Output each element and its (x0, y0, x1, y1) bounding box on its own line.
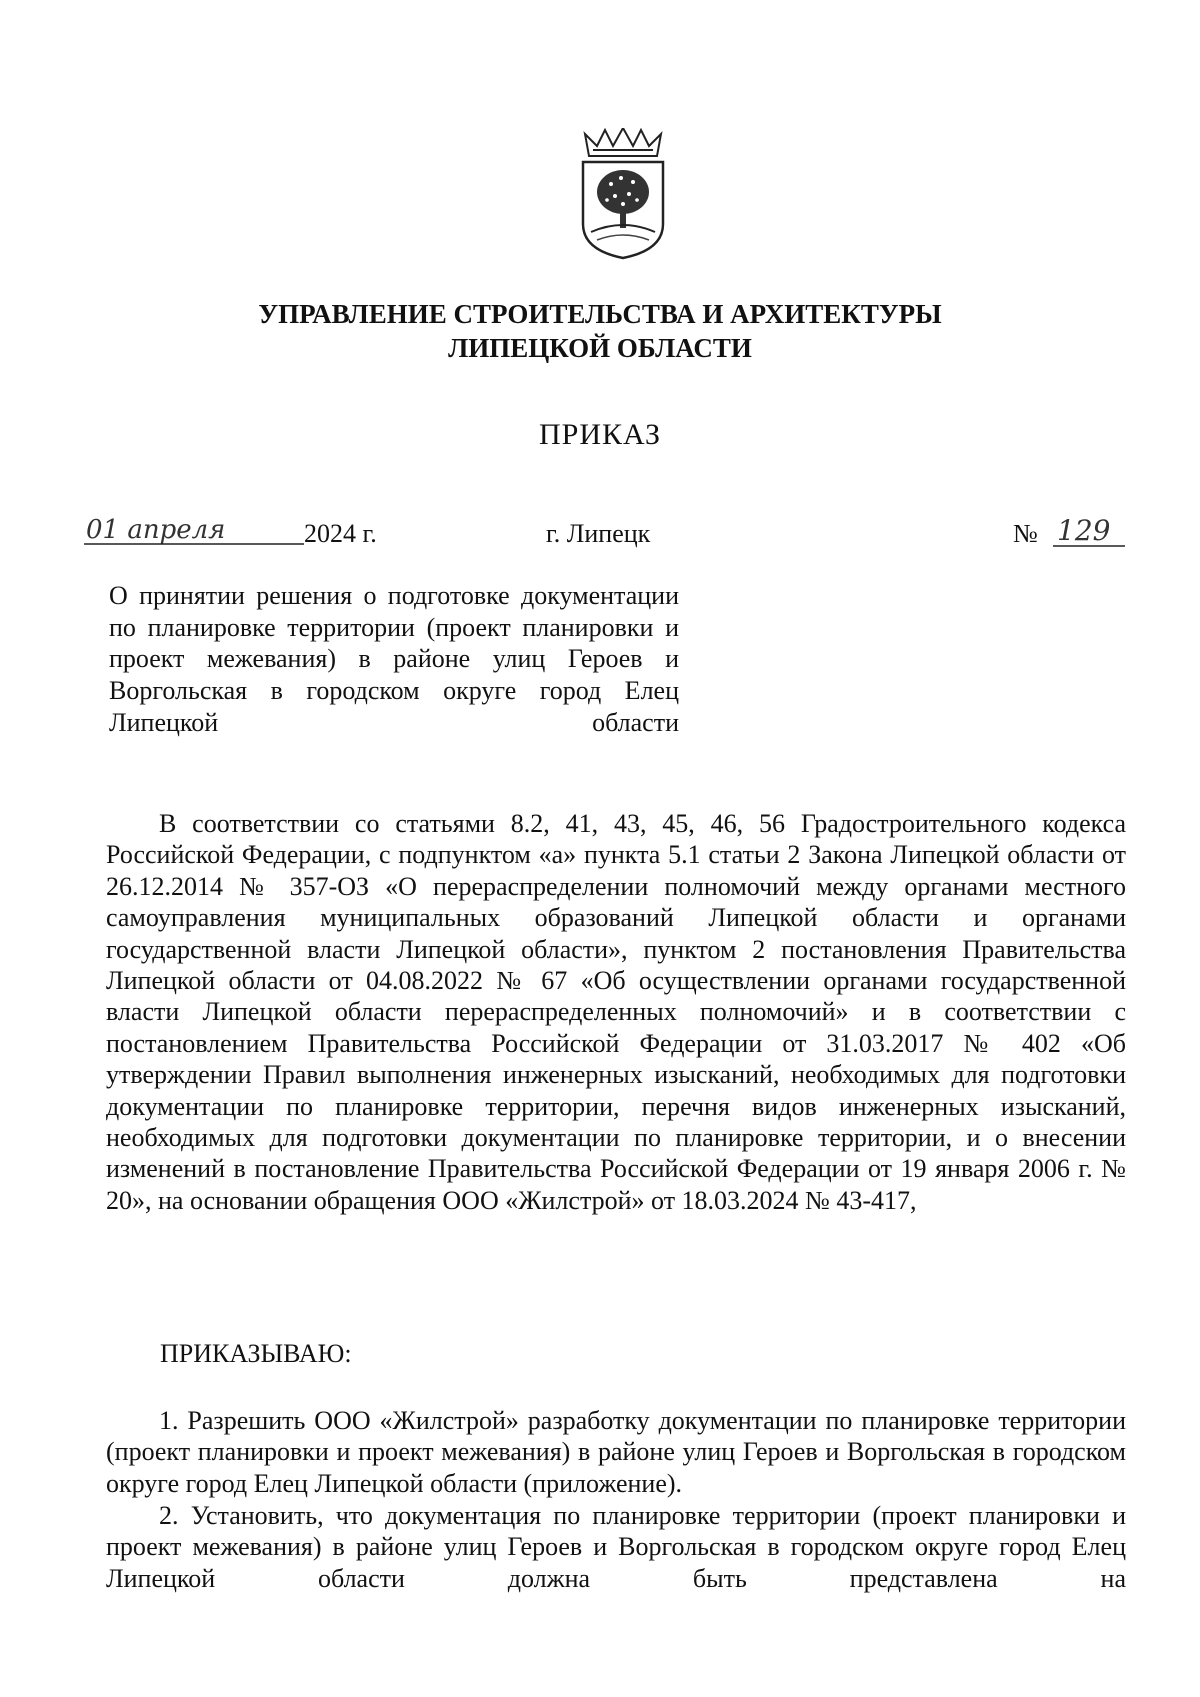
coat-of-arms-icon (575, 128, 671, 260)
svg-text:01 апреля: 01 апреля (86, 515, 226, 545)
order-item-1: 1. Разрешить ООО «Жилстрой» разработку документации по планировке территории (проект планировки и проект межевания) в районе улиц Героев и Воргольская в городском округе город Елец Липецкой области (приложение). (106, 1406, 1126, 1498)
order-subject: О принятии решения о подготовке документации по планировке территории (проект планировки и проект межевания) в районе улиц Героев и Воргольская в городском округе город Елец Липецкой области (109, 581, 679, 737)
basis-paragraph: В соответствии со статьями 8.2, 41, 43, 45, 46, 56 Градостроительного кодекса Российской Федерации, с подпунктом «а» пункта 5.1 статьи 2 Закона Липецкой области от 26.12.2014 № 357-ОЗ «О перераспределении полномочий между органами местного самоуправления муниципальных образований Липецкой области и органами государственной власти Липецкой области», пунктом 2 постановления Правительства Липецкой области от 04.08.2022 № 67 «Об осуществлении органами государственной власти Липецкой области перераспределенных полномочий» и в соответствии с постановлением Правительства Российской Федерации от 31.03.2017 № 402 «Об утверждении Правил выполнения инженерных изысканий, необходимых для подготовки документации по планировке территории, перечня видов инженерных изысканий, необходимых для подготовки документации по планировке территории, и о внесении изменений в постановление Правительства Российской Федерации от 19 января 2006 г. № 20», на основании обращения ООО «Жилстрой» от 18.03.2024 № 43-417, (106, 809, 1126, 1215)
handwritten-date (84, 510, 304, 550)
city: г. Липецк (546, 519, 651, 548)
directive-heading: ПРИКАЗЫВАЮ: (160, 1339, 352, 1368)
date-year: 2024 г. (304, 519, 377, 548)
number-sign: № (1013, 519, 1038, 548)
org-name-line2: ЛИПЕЦКОЙ ОБЛАСТИ (448, 333, 752, 363)
handwritten-number (1053, 508, 1125, 552)
org-name-line1: УПРАВЛЕНИЕ СТРОИТЕЛЬСТВА И АРХИТЕКТУРЫ (258, 299, 942, 329)
document-type: ПРИКАЗ (539, 418, 661, 451)
svg-text:129: 129 (1057, 514, 1111, 547)
order-item-2: 2. Установить, что документация по планировке территории (проект планировки и проект межевания) в районе улиц Героев и Воргольская в городском округе город Елец Липецкой области должна быть представлена на (106, 1501, 1126, 1593)
